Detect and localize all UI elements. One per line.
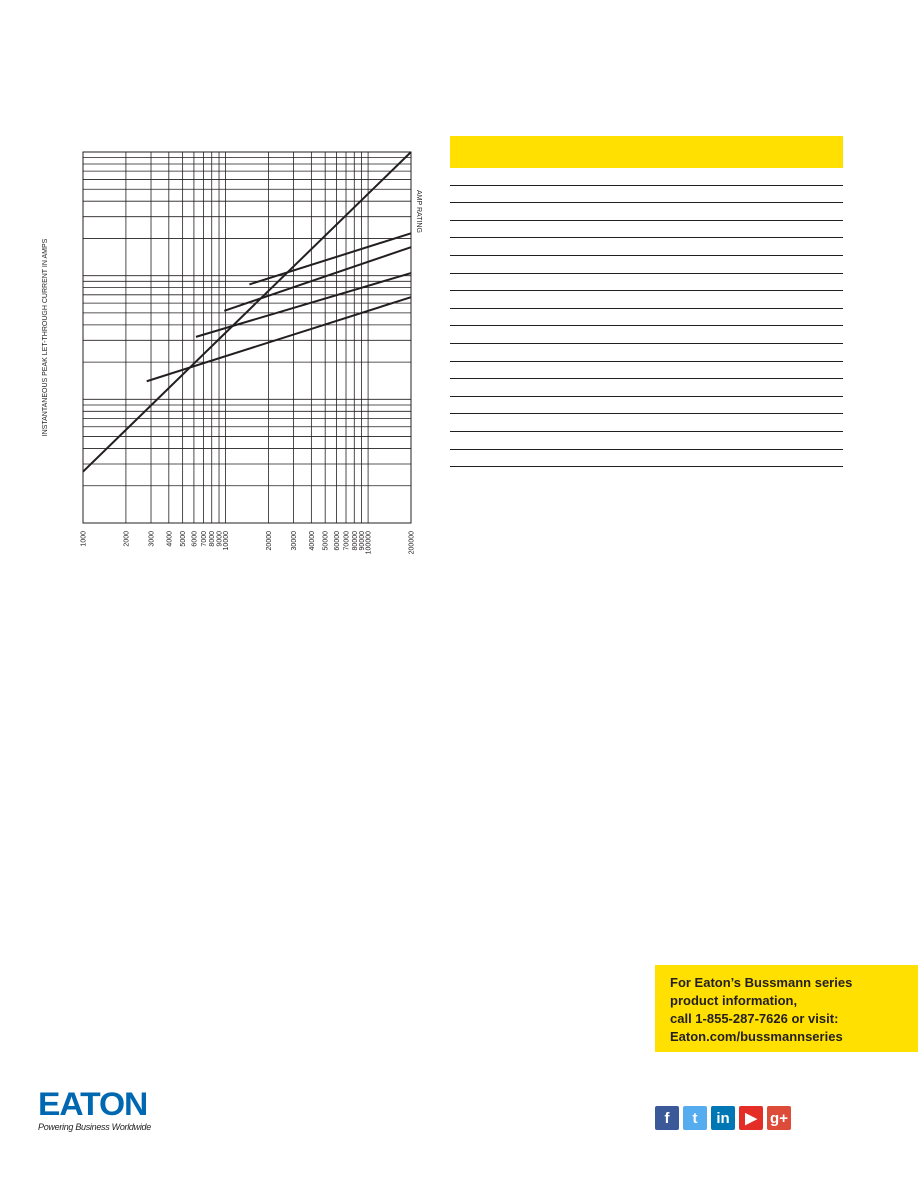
- table-body: [450, 168, 843, 467]
- let-through-chart: [40, 140, 430, 570]
- table-row: [450, 326, 843, 344]
- website-link[interactable]: Eaton.com/bussmannseries: [670, 1029, 843, 1044]
- linkedin-icon[interactable]: in: [711, 1106, 735, 1130]
- table-row: [450, 362, 843, 380]
- eaton-logo: [38, 1086, 178, 1132]
- table-row: [450, 432, 843, 450]
- info-line-3: [670, 1010, 908, 1028]
- table-row: [450, 309, 843, 327]
- series-line-2: [249, 233, 411, 284]
- info-line-1: For Eaton’s Bussmann series: [670, 975, 853, 990]
- x-tick-label: 40000: [308, 531, 316, 551]
- info-call-prefix: call: [670, 1011, 696, 1026]
- table-row: [450, 186, 843, 204]
- table-row: [450, 168, 843, 186]
- series-line-4: [196, 273, 411, 337]
- x-tick-label: 60000: [333, 531, 341, 551]
- x-tick-label: 6000: [191, 531, 199, 547]
- twitter-icon[interactable]: t: [683, 1106, 707, 1130]
- contact-info-box: [655, 965, 918, 1052]
- table-row: [450, 221, 843, 239]
- x-tick-label: 90000: [359, 531, 367, 551]
- table-row: [450, 291, 843, 309]
- x-tick-label: 10000: [223, 531, 231, 551]
- info-line-2: product information,: [670, 993, 798, 1008]
- facebook-icon[interactable]: f: [655, 1106, 679, 1130]
- x-tick-label: 4000: [166, 531, 174, 547]
- x-tick-label: 20000: [265, 531, 273, 551]
- x-tick-label: 30000: [291, 531, 299, 551]
- logo-tagline: Powering Business Worldwide: [38, 1122, 151, 1132]
- x-tick-label: 2000: [123, 531, 131, 547]
- social-links: [655, 1106, 791, 1130]
- table-row: [450, 203, 843, 221]
- y-axis-label: INSTANTANEOUS PEAK LET-THROUGH CURRENT IN AMPS: [42, 238, 49, 437]
- x-tick-label: 8000: [209, 531, 217, 547]
- logo-wordmark: EATON: [38, 1086, 148, 1122]
- x-tick-label: 3000: [148, 531, 156, 547]
- x-tick-label: 5000: [180, 531, 188, 547]
- x-tick-label: 70000: [343, 531, 351, 551]
- youtube-icon[interactable]: ▶: [739, 1106, 763, 1130]
- info-call-suffix: or visit:: [787, 1011, 839, 1026]
- googleplus-icon[interactable]: g+: [767, 1106, 791, 1130]
- table-header: [450, 136, 843, 168]
- rating-table: [450, 136, 843, 467]
- x-tick-label: 200000: [408, 531, 416, 555]
- amp-rating-label: AMP RATING: [415, 190, 422, 233]
- table-row: [450, 379, 843, 397]
- x-tick-label: 100000: [365, 531, 373, 555]
- table-row: [450, 274, 843, 292]
- phone-number[interactable]: 1-855-287-7626: [695, 1011, 788, 1026]
- x-tick-label: 9000: [216, 531, 224, 547]
- table-row: [450, 414, 843, 432]
- table-row: [450, 238, 843, 256]
- table-row: [450, 256, 843, 274]
- x-tick-label: 50000: [322, 531, 330, 551]
- x-tick-label: 1000: [80, 531, 88, 547]
- table-row: [450, 344, 843, 362]
- series-line-5: [147, 297, 411, 381]
- table-row: [450, 397, 843, 415]
- x-tick-label: 80000: [351, 531, 359, 551]
- x-tick-label: 7000: [200, 531, 208, 547]
- chart-svg: [40, 140, 430, 570]
- table-row: [450, 450, 843, 468]
